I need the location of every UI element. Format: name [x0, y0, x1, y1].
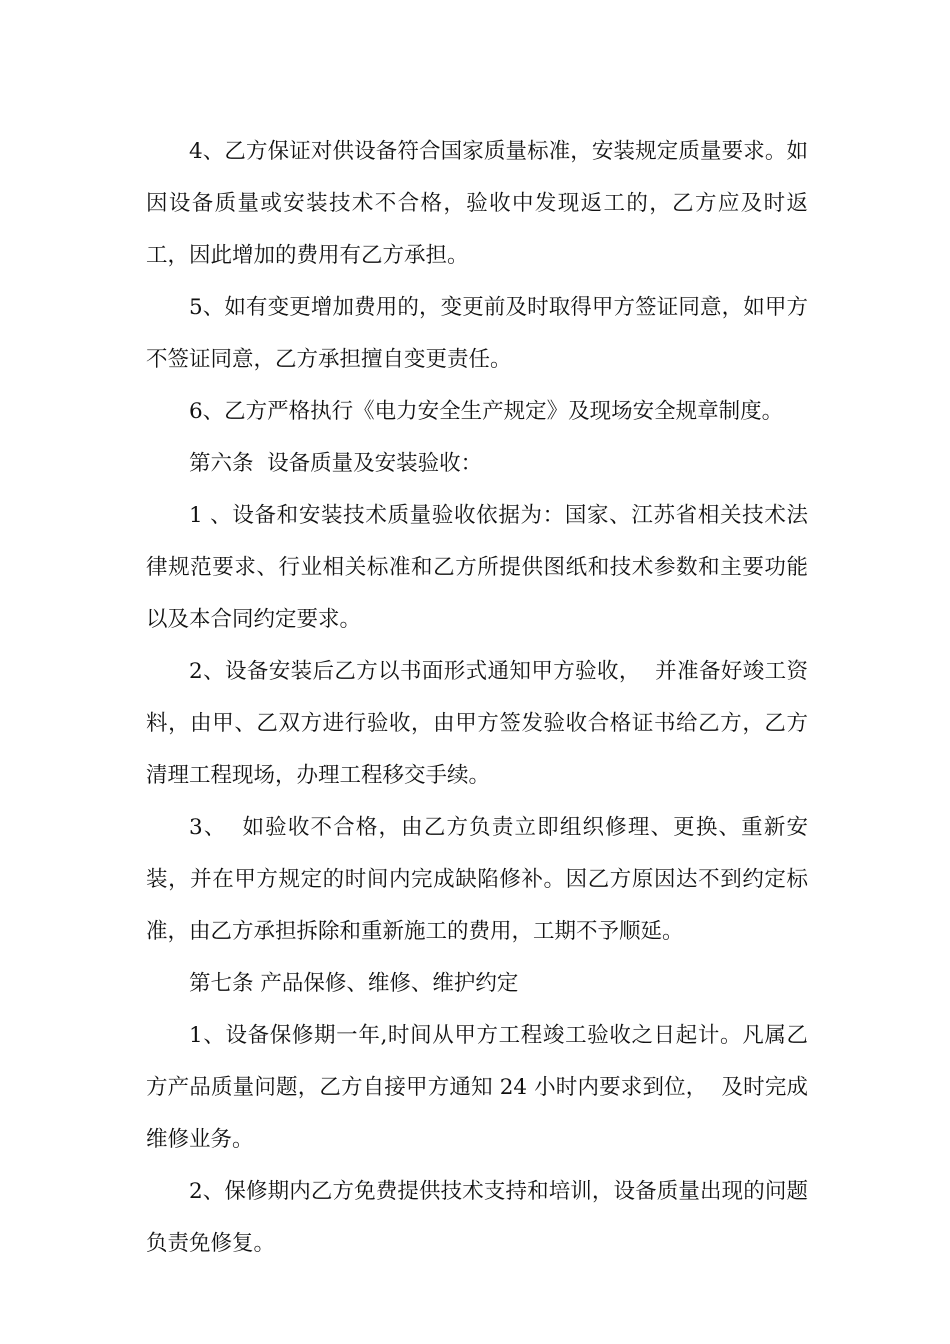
clause-4-quality-guarantee: 4、乙方保证对供设备符合国家质量标准，安装规定质量要求。如因设备质量或安装技术不合格，验收中发现返工的，乙方应及时返工，因此增加的费用有乙方承担。: [146, 139, 808, 268]
clause-5-change-cost: 5、如有变更增加费用的，变更前及时取得甲方签证同意，如甲方不签证同意，乙方承担擅自变更责任。: [146, 295, 808, 372]
article-7-item-1: 1、设备保修期一年,时间从甲方工程竣工验收之日起计。凡属乙方产品质量问题，乙方自接甲方通知 24 小时内要求到位， 及时完成维修业务。: [146, 1023, 808, 1152]
article-6-item-1: 1 、设备和安装技术质量验收依据为：国家、江苏省相关技术法律规范要求、行业相关标准和乙方所提供图纸和技术参数和主要功能以及本合同约定要求。: [146, 503, 808, 632]
article-6-item-3: 3、 如验收不合格，由乙方负责立即组织修理、更换、重新安装，并在甲方规定的时间内完成缺陷修补。因乙方原因达不到约定标准，由乙方承担拆除和重新施工的费用，工期不予顺延。: [146, 815, 808, 944]
article-7-item-2: 2、保修期内乙方免费提供技术支持和培训，设备质量出现的问题负责免修复。: [146, 1179, 808, 1256]
article-6-heading: 第六条 设备质量及安装验收：: [189, 451, 483, 476]
clause-6-safety-rules: 6、乙方严格执行《电力安全生产规定》及现场安全规章制度。: [189, 399, 784, 424]
article-6-item-2: 2、设备安装后乙方以书面形式通知甲方验收， 并准备好竣工资料，由甲、乙双方进行验收，由甲方签发验收合格证书给乙方，乙方清理工程现场，办理工程移交手续。: [146, 659, 808, 788]
article-7-heading: 第七条 产品保修、维修、维护约定: [189, 971, 519, 996]
document-body: [146, 126, 808, 1270]
